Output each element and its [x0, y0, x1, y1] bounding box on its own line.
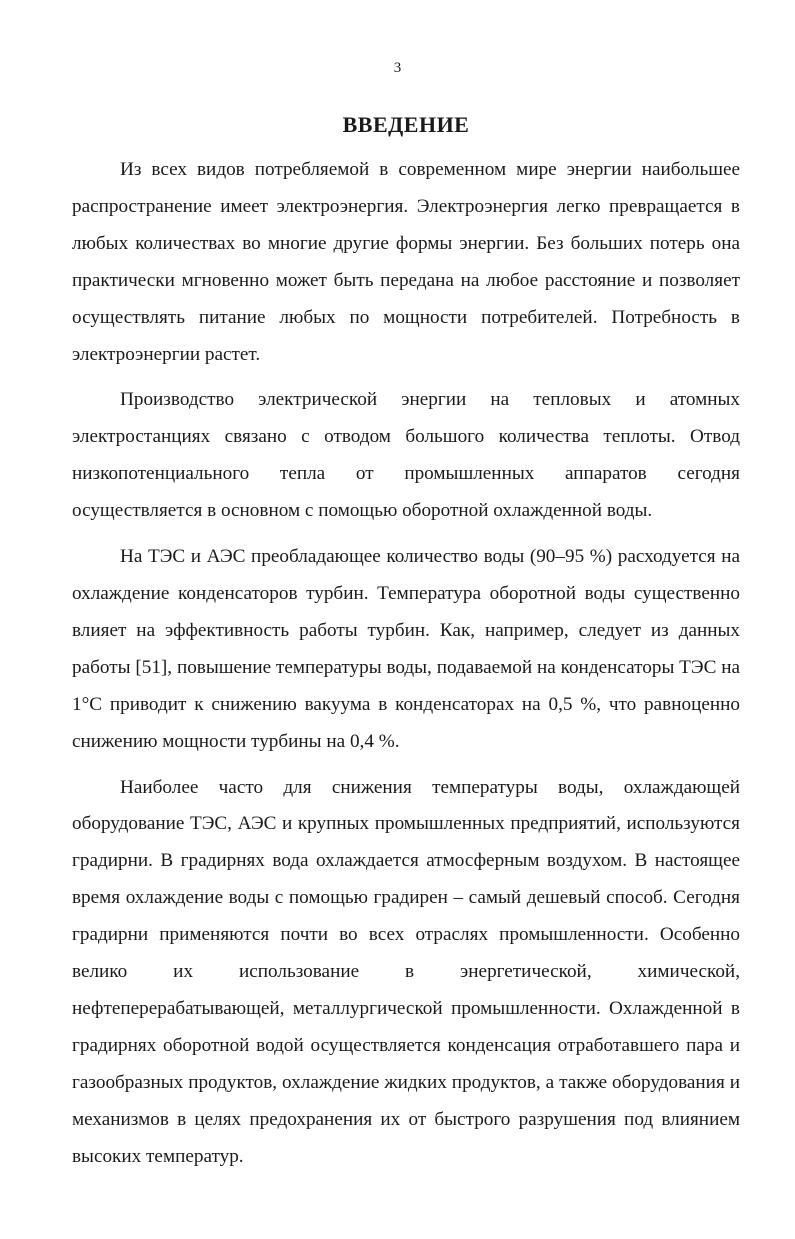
paragraph-3: На ТЭС и АЭС преобладающее количество воды (90–95 %) расходуется на охлаждение конденсаторов турбин. Температура оборотной воды существенно влияет на эффективность работы турбин. Как, например, следует из данных работы [51], повышение температуры воды, подаваемой на конденсаторы ТЭС на 1°С приводит к снижению вакуума в конденсаторах на 0,5 %, что равноценно снижению мощности турбины на 0,4 %.	[72, 546, 740, 752]
paragraph-2: Производство электрической энергии на тепловых и атомных электростанциях связано с отводом большого количества теплоты. Отвод низкопотенциального тепла от промышленных аппаратов сегодня осуществляется в основном с помощью оборотной охлажденной воды.	[72, 389, 740, 522]
body-text	[72, 152, 740, 1184]
paragraph-4: Наиболее часто для снижения температуры воды, охлаждающей оборудование ТЭС, АЭС и крупных промышленных предприятий, используются градирни. В градирнях вода охлаждается атмосферным воздухом. В настоящее время охлаждение воды с помощью градирен – самый дешевый способ. Сегодня градирни применяются почти во всех отраслях промышленности. Особенно велико их использование в энергетической, химической, нефтеперерабатывающей, металлургической промышленности. Охлажденной в градирнях оборотной водой осуществляется конденсация отработавшего пара и газообразных продуктов, охлаждение жидких продуктов, а также оборудования и механизмов в целях предохранения их от быстрого разрушения под влиянием высоких температур.	[72, 776, 740, 1167]
paragraph-1: Из всех видов потребляемой в современном мире энергии наибольшее распространение имеет электроэнергия. Электроэнергия легко превращается в любых количествах во многие другие формы энергии. Без больших потерь она практически мгновенно может быть передана на любое расстояние и позволяет осуществлять питание любых по мощности потребителей. Потребность в электроэнергии растет.	[72, 159, 740, 365]
page-number: 3	[393, 60, 402, 76]
page-title: ВВЕДЕНИЕ	[342, 112, 470, 137]
